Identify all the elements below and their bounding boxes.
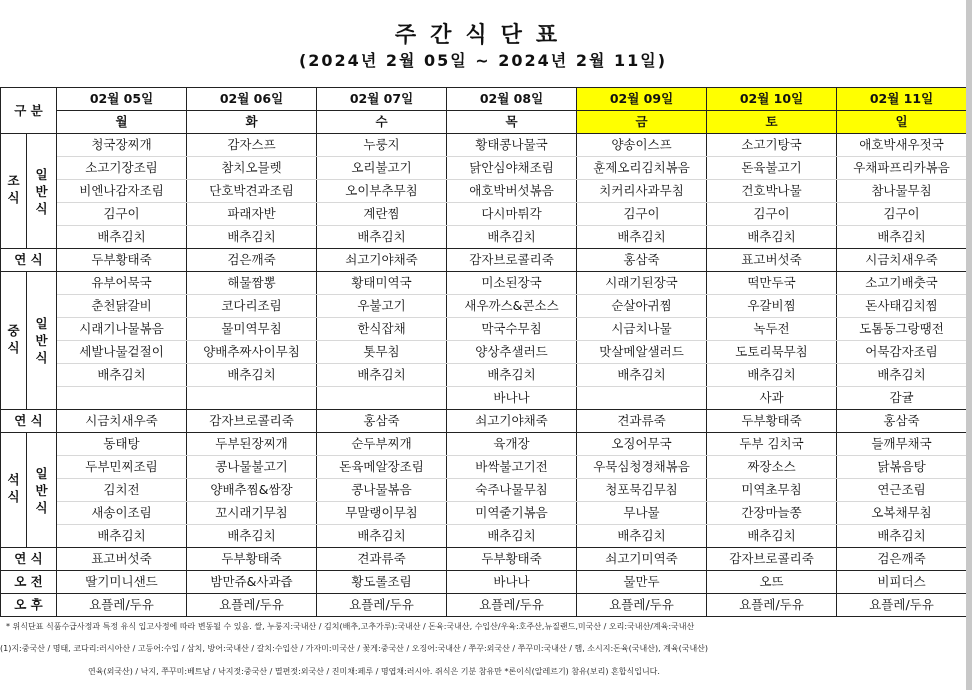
lunch-label <box>1 272 27 410</box>
date-header: 02월 06일 <box>187 88 317 111</box>
snack-item: 바나나 <box>447 571 577 594</box>
menu-item: 녹두전 <box>707 318 837 341</box>
soft-menu-item: 검은깨죽 <box>837 548 967 571</box>
menu-item: 소고기배춧국 <box>837 272 967 295</box>
menu-item: 치커리사과무침 <box>577 180 707 203</box>
weekly-menu-table <box>0 87 967 617</box>
menu-item: 청국장찌개 <box>57 134 187 157</box>
soft-menu-item: 시금치새우죽 <box>57 410 187 433</box>
menu-item: 배추김치 <box>577 525 707 548</box>
menu-item: 들깨무채국 <box>837 433 967 456</box>
menu-item: 배추김치 <box>317 226 447 249</box>
menu-item: 우불고기 <box>317 295 447 318</box>
snack-item: 요플레/두유 <box>447 594 577 617</box>
menu-item: 우묵심청경채볶음 <box>577 456 707 479</box>
menu-item: 파래자반 <box>187 203 317 226</box>
period-subtitle: (2024년 2월 05일 ~ 2024년 2월 11일) <box>298 51 668 70</box>
window-edge <box>966 0 972 690</box>
menu-item: 유부어묵국 <box>57 272 187 295</box>
menu-item: 배추김치 <box>57 364 187 387</box>
soft-menu-item: 감자브로콜리죽 <box>447 249 577 272</box>
menu-item: 순살아귀찜 <box>577 295 707 318</box>
soft-menu-item: 견과류죽 <box>577 410 707 433</box>
menu-item: 양상추샐러드 <box>447 341 577 364</box>
meal-label-text: 조식 <box>7 173 20 205</box>
breakfast-soft-label: 연 식 <box>1 249 57 272</box>
menu-item: 간장마늘쫑 <box>707 502 837 525</box>
menu-item: 코다리조림 <box>187 295 317 318</box>
menu-item: 건호박나물 <box>707 180 837 203</box>
day-header: 목 <box>447 111 577 134</box>
soft-menu-item: 표고버섯죽 <box>707 249 837 272</box>
menu-item: 김치전 <box>57 479 187 502</box>
menu-item <box>187 387 317 410</box>
menu-item: 배추김치 <box>57 226 187 249</box>
menu-item: 시래기나물볶음 <box>57 318 187 341</box>
menu-item: 숙주나물무침 <box>447 479 577 502</box>
menu-item: 배추김치 <box>577 226 707 249</box>
menu-item: 돈육메알장조림 <box>317 456 447 479</box>
menu-item: 애호박버섯볶음 <box>447 180 577 203</box>
menu-item: 참나물무침 <box>837 180 967 203</box>
snack-item: 비피더스 <box>837 571 967 594</box>
date-header: 02월 05일 <box>57 88 187 111</box>
menu-item: 비엔나감자조림 <box>57 180 187 203</box>
breakfast-label <box>1 134 27 249</box>
soft-menu-item: 두부황태죽 <box>447 548 577 571</box>
menu-item: 짜장소스 <box>707 456 837 479</box>
menu-item: 우채파프리카볶음 <box>837 157 967 180</box>
lunch-soft-label: 연 식 <box>1 410 57 433</box>
snack-item: 요플레/두유 <box>707 594 837 617</box>
soft-menu-item: 홍삼죽 <box>837 410 967 433</box>
menu-item: 오복채무침 <box>837 502 967 525</box>
menu-item: 톳무침 <box>317 341 447 364</box>
soft-menu-item: 두부황태죽 <box>187 548 317 571</box>
day-header: 일 <box>837 111 967 134</box>
menu-item: 무나물 <box>577 502 707 525</box>
menu-item <box>317 387 447 410</box>
day-header: 월 <box>57 111 187 134</box>
snack-item: 딸기미니샌드 <box>57 571 187 594</box>
menu-item: 시금치나물 <box>577 318 707 341</box>
menu-item: 배추김치 <box>837 525 967 548</box>
menu-item: 청포묵김무침 <box>577 479 707 502</box>
menu-item: 오리불고기 <box>317 157 447 180</box>
date-header: 02월 08일 <box>447 88 577 111</box>
menu-item: 양배추찜&쌈장 <box>187 479 317 502</box>
menu-item: 닭안심야채조림 <box>447 157 577 180</box>
menu-item: 애호박새우젓국 <box>837 134 967 157</box>
soft-menu-item: 검은깨죽 <box>187 249 317 272</box>
menu-item: 양송이스프 <box>577 134 707 157</box>
dinner-sub-label <box>27 433 57 548</box>
menu-item: 배추김치 <box>57 525 187 548</box>
menu-item: 닭볶음탕 <box>837 456 967 479</box>
menu-item <box>577 387 707 410</box>
menu-item: 배추김치 <box>187 364 317 387</box>
date-header: 02월 10일 <box>707 88 837 111</box>
menu-item: 감자스프 <box>187 134 317 157</box>
soft-menu-item: 홍삼죽 <box>577 249 707 272</box>
menu-item: 떡만두국 <box>707 272 837 295</box>
page-title: 주간식단표 <box>394 23 572 48</box>
menu-item: 황태콩나물국 <box>447 134 577 157</box>
date-header: 02월 11일 <box>837 88 967 111</box>
menu-item: 참치오믈렛 <box>187 157 317 180</box>
menu-item: 춘천닭갈비 <box>57 295 187 318</box>
date-header: 02월 07일 <box>317 88 447 111</box>
menu-item: 미소된장국 <box>447 272 577 295</box>
menu-item: 감귤 <box>837 387 967 410</box>
dinner-label <box>1 433 27 548</box>
menu-item: 바싹불고기전 <box>447 456 577 479</box>
menu-item: 배추김치 <box>837 226 967 249</box>
menu-item: 돈사태김치찜 <box>837 295 967 318</box>
menu-item: 두부된장찌개 <box>187 433 317 456</box>
menu-item: 배추김치 <box>837 364 967 387</box>
soft-menu-item: 두부황태죽 <box>57 249 187 272</box>
soft-menu-item: 표고버섯죽 <box>57 548 187 571</box>
menu-item: 배추김치 <box>447 226 577 249</box>
menu-item: 물미역무침 <box>187 318 317 341</box>
meal-label-text: 일반식 <box>35 166 48 216</box>
menu-item <box>57 387 187 410</box>
footer-note-2: (1)지:중국산 / 명태, 코다리:러시아산 / 고등어:수입 / 삼치, 방어:국내산 / 갈치:수입산 / 가자미:미국산 / 꽃게:중국산 / 오징어:국내산 / 쭈꾸:외국산 / 쭈꾸미:국내산 / 햄, 소시지:돈육(국내산), 계육(국내산) <box>0 644 709 653</box>
dinner-soft-label: 연 식 <box>1 548 57 571</box>
menu-item: 소고기탕국 <box>707 134 837 157</box>
menu-item: 우갈비찜 <box>707 295 837 318</box>
menu-item: 훈제오리김치볶음 <box>577 157 707 180</box>
snack-item: 요플레/두유 <box>837 594 967 617</box>
menu-item: 동태탕 <box>57 433 187 456</box>
menu-item: 김구이 <box>577 203 707 226</box>
date-header: 02월 09일 <box>577 88 707 111</box>
menu-item: 김구이 <box>837 203 967 226</box>
soft-menu-item: 홍삼죽 <box>317 410 447 433</box>
menu-item: 바나나 <box>447 387 577 410</box>
day-header: 수 <box>317 111 447 134</box>
menu-item: 무말랭이무침 <box>317 502 447 525</box>
menu-item: 콩나물불고기 <box>187 456 317 479</box>
menu-item: 다시마튀각 <box>447 203 577 226</box>
menu-item: 미역초무침 <box>707 479 837 502</box>
snack-item: 밤만쥬&사과즙 <box>187 571 317 594</box>
soft-menu-item: 견과류죽 <box>317 548 447 571</box>
menu-item: 세발나물겉절이 <box>57 341 187 364</box>
menu-item: 누룽지 <box>317 134 447 157</box>
snack-item: 물만두 <box>577 571 707 594</box>
menu-item: 배추김치 <box>187 525 317 548</box>
footer-note-1: * 위식단표 식품수급사정과 특정 유식 입고사정에 따라 변동될 수 있음. 쌀, 누룽지:국내산 / 김치(배추,고추가루):국내산 / 돈육:국내산, 수입산/우육:호주산,뉴질랜드,미국산 / 오리:국내산/계육:국내산 <box>6 622 695 631</box>
menu-item: 어묵감자조림 <box>837 341 967 364</box>
menu-item: 새우까스&콘소스 <box>447 295 577 318</box>
menu-item: 한식잡채 <box>317 318 447 341</box>
division-header: 구 분 <box>1 88 57 134</box>
soft-menu-item: 쇠고기야채죽 <box>447 410 577 433</box>
menu-item: 김구이 <box>707 203 837 226</box>
menu-item: 김구이 <box>57 203 187 226</box>
menu-item: 오징어무국 <box>577 433 707 456</box>
menu-item: 배추김치 <box>317 525 447 548</box>
meal-label-text: 일반식 <box>35 316 48 365</box>
breakfast-sub-label <box>27 134 57 249</box>
menu-item: 새송이조림 <box>57 502 187 525</box>
snack-item: 오뜨 <box>707 571 837 594</box>
menu-item: 순두부찌개 <box>317 433 447 456</box>
soft-menu-item: 쇠고기미역죽 <box>577 548 707 571</box>
menu-item: 소고기장조림 <box>57 157 187 180</box>
snack-item: 요플레/두유 <box>187 594 317 617</box>
snack_am-label: 오 전 <box>1 571 57 594</box>
soft-menu-item: 쇠고기야채죽 <box>317 249 447 272</box>
soft-menu-item: 시금치새우죽 <box>837 249 967 272</box>
snack-item: 요플레/두유 <box>577 594 707 617</box>
menu-item: 연근조림 <box>837 479 967 502</box>
day-header: 토 <box>707 111 837 134</box>
menu-item: 배추김치 <box>577 364 707 387</box>
snack-item: 황도롤조림 <box>317 571 447 594</box>
soft-menu-item: 감자브로콜리죽 <box>187 410 317 433</box>
menu-item: 콩나물볶음 <box>317 479 447 502</box>
menu-item: 꼬시래기무침 <box>187 502 317 525</box>
snack_pm-label: 오 후 <box>1 594 57 617</box>
menu-item: 오이부추무침 <box>317 180 447 203</box>
snack-item: 요플레/두유 <box>317 594 447 617</box>
menu-item: 양배추짜사이무침 <box>187 341 317 364</box>
menu-item: 도톰동그랑땡전 <box>837 318 967 341</box>
menu-item: 시래기된장국 <box>577 272 707 295</box>
menu-item: 배추김치 <box>447 525 577 548</box>
soft-menu-item: 두부황태죽 <box>707 410 837 433</box>
menu-item: 단호박견과조림 <box>187 180 317 203</box>
menu-item: 도토리묵무침 <box>707 341 837 364</box>
menu-item: 돈육불고기 <box>707 157 837 180</box>
menu-item: 막국수무침 <box>447 318 577 341</box>
footer-note-3: 연육(외국산) / 낙지, 쭈꾸미:베트남 / 낙지젓:중국산 / 멸편젓:외국산 / 진미채:페루 / 명엽채:러시아. 쥐식은 기분 참유만 *론이식(알레르기) 참유(보리) 혼합식입니다. <box>88 667 660 676</box>
menu-item: 미역줄기볶음 <box>447 502 577 525</box>
day-header: 화 <box>187 111 317 134</box>
menu-item: 배추김치 <box>707 525 837 548</box>
menu-item: 황태미역국 <box>317 272 447 295</box>
snack-item: 요플레/두유 <box>57 594 187 617</box>
menu-item: 육개장 <box>447 433 577 456</box>
menu-item: 두부민찌조림 <box>57 456 187 479</box>
menu-item: 배추김치 <box>187 226 317 249</box>
meal-label-text: 중식 <box>7 322 20 355</box>
meal-label-text: 석식 <box>7 472 20 504</box>
menu-item: 배추김치 <box>707 364 837 387</box>
menu-item: 맛살메알샐러드 <box>577 341 707 364</box>
menu-item: 계란찜 <box>317 203 447 226</box>
menu-item: 배추김치 <box>707 226 837 249</box>
lunch-sub-label <box>27 272 57 410</box>
menu-item: 해물짬뽕 <box>187 272 317 295</box>
soft-menu-item: 감자브로콜리죽 <box>707 548 837 571</box>
day-header: 금 <box>577 111 707 134</box>
menu-item: 배추김치 <box>317 364 447 387</box>
menu-item: 배추김치 <box>447 364 577 387</box>
menu-item: 사과 <box>707 387 837 410</box>
menu-item: 두부 김치국 <box>707 433 837 456</box>
meal-label-text: 일반식 <box>35 465 48 515</box>
